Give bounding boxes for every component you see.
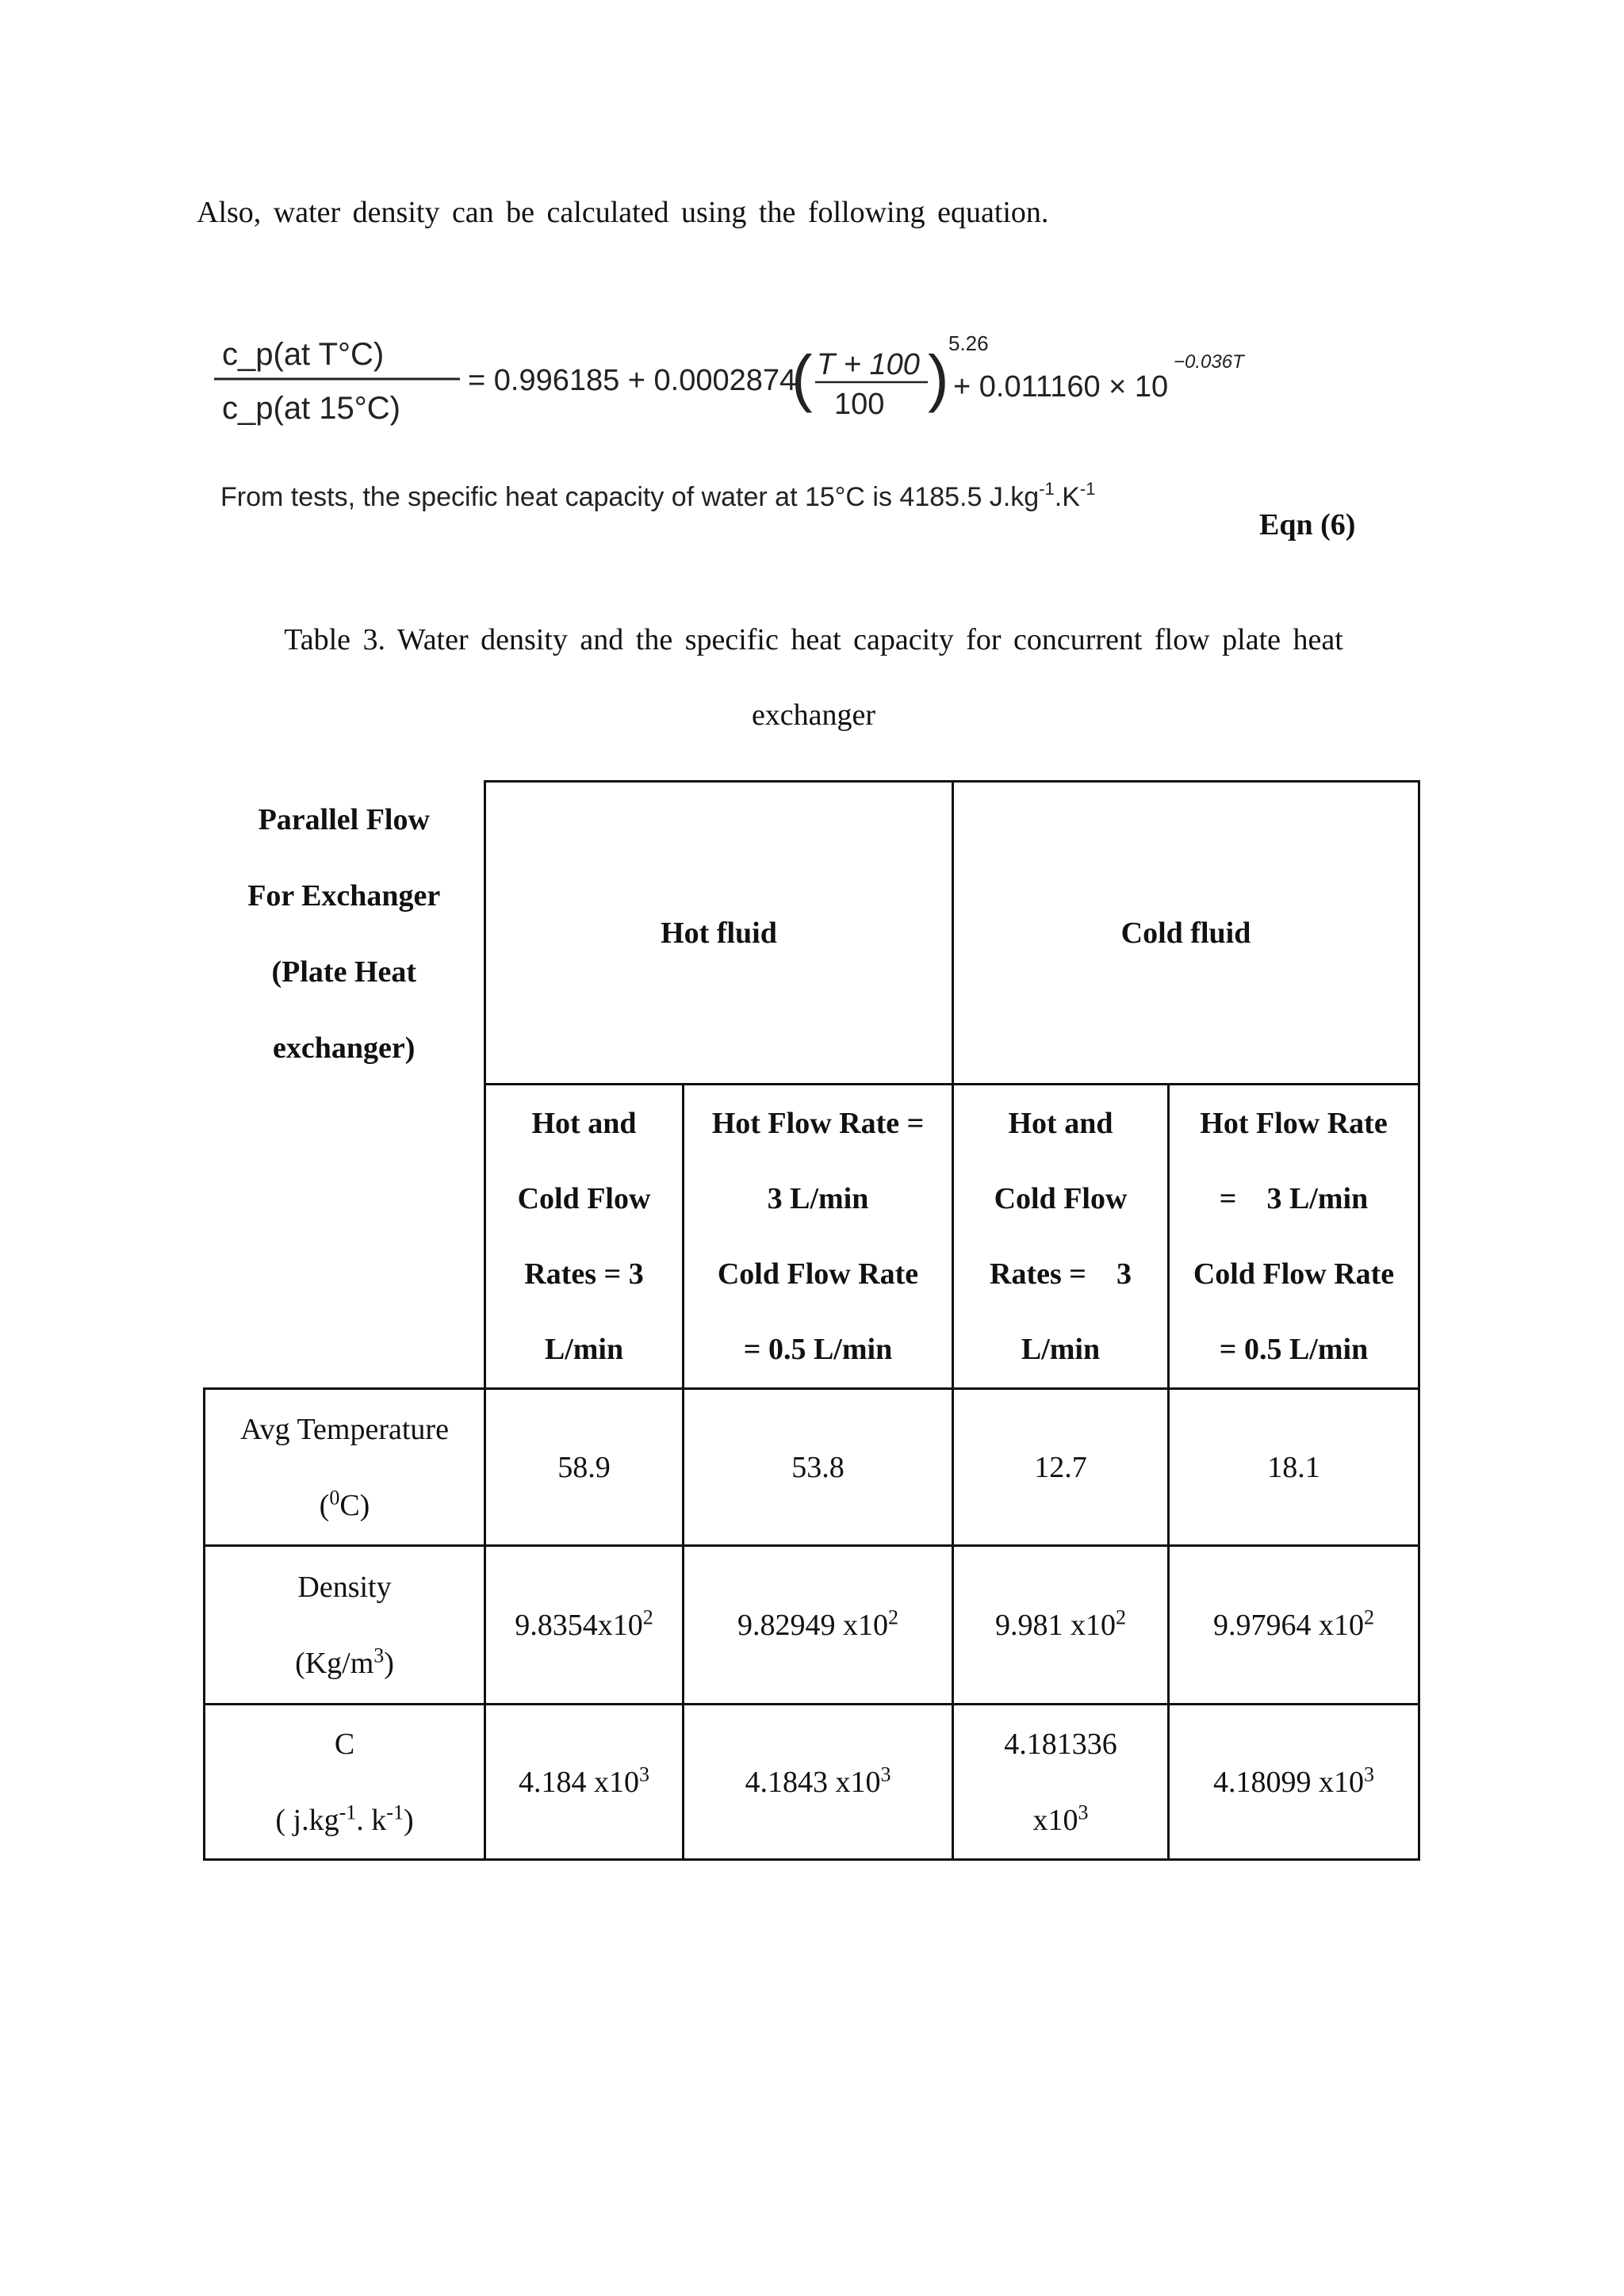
formula-frac-numerator: T + 100 [817, 348, 920, 381]
row-label-density: Density $(Kg/m^3)$ [205, 1546, 485, 1705]
cell-temp-cold-2: 18.1 [1169, 1389, 1419, 1546]
formula-rhs-constant: = 0.996185 + 0.0002874 [468, 364, 797, 397]
data-table [203, 780, 1420, 1861]
formula-note: From tests, the specific heat capacity of water at 15°C is 4185.5 J.kg [220, 482, 1040, 512]
cell-temp-hot-2: 53.8 [684, 1389, 953, 1546]
subheader-cold-equal-rates: Hot and Cold Flow Rates = 3 L/min [953, 1085, 1169, 1389]
svg-text:From tests, the specific heat: From tests, the specific heat capacity of water at 15°C is 4185.5 $J.kg^{-1}.K^{-1}$ [220, 479, 1096, 512]
caption-line-2: exchanger [751, 698, 876, 732]
equation-label: Eqn (6) [1259, 508, 1356, 541]
stub-line: For Exchanger [247, 878, 441, 913]
stub-line: (Plate Heat [271, 955, 417, 989]
heat-capacity-formula [214, 325, 1245, 531]
subheader-hot-unequal-rates: Hot Flow Rate = 3 L/min Cold Flow Rate = 0.5 L/min [684, 1085, 953, 1389]
cell-temp-cold-1: 12.7 [953, 1389, 1169, 1546]
svg-text:(: ( [791, 342, 813, 413]
cell-density-hot-1: $9.8354x10^2$ [485, 1546, 684, 1705]
hot-fluid-header: Hot fluid [485, 782, 953, 1085]
formula-lhs-denominator: c_p(at 15°C) [222, 391, 400, 426]
formula-exponent-2: −0.036T [1174, 351, 1244, 373]
cell-density-cold-2: 9.97964 $x10^2$ [1169, 1546, 1419, 1705]
cell-cp-hot-1: 4.184 $x10^3$ [485, 1705, 684, 1860]
table-caption [270, 603, 1358, 753]
table-row-heat-capacity [205, 1705, 1419, 1860]
caption-line-1: Table 3. Water density and the specific heat capacity for concurrent flow plate heat [284, 623, 1343, 656]
svg-text:): ) [928, 342, 949, 413]
cell-density-hot-2: 9.82949 $x10^2$ [684, 1546, 953, 1705]
formula-exponent-1: 5.26 [948, 331, 989, 355]
cell-density-cold-1: 9.981 $x10^2$ [953, 1546, 1169, 1705]
row-label-heat-capacity: C ( $j.kg^{-1}$. $k^{-1}$) [205, 1705, 485, 1860]
formula-lhs-numerator: c_p(at T°C) [222, 337, 385, 372]
intro-paragraph: Also, water density can be calculated using the following equation. [197, 196, 1049, 229]
table-row-density [205, 1546, 1419, 1705]
table-row-temperature [205, 1389, 1419, 1546]
stub-line: exchanger) [273, 1031, 416, 1065]
row-label-temperature: Avg Temperature ($^0$C) [205, 1389, 485, 1546]
table-stub-header [205, 782, 485, 1389]
cell-temp-hot-1: 58.9 [485, 1389, 684, 1546]
subheader-cold-unequal-rates: Hot Flow Rate = 3 L/min Cold Flow Rate = 0.5 L/min [1169, 1085, 1419, 1389]
subheader-hot-equal-rates: Hot and Cold Flow Rates = 3 L/min [485, 1085, 684, 1389]
formula-frac-denominator: 100 [834, 388, 885, 421]
cell-cp-cold-2: 4.18099 $x10^3$ [1169, 1705, 1419, 1860]
formula-rhs-term: + 0.011160 × 10 [953, 370, 1169, 404]
cell-cp-cold-1: 4.181336 $x10^3$ [953, 1705, 1169, 1860]
stub-line: Parallel Flow [258, 802, 430, 836]
cold-fluid-header: Cold fluid [953, 782, 1419, 1085]
cell-cp-hot-2: 4.1843 $x10^3$ [684, 1705, 953, 1860]
